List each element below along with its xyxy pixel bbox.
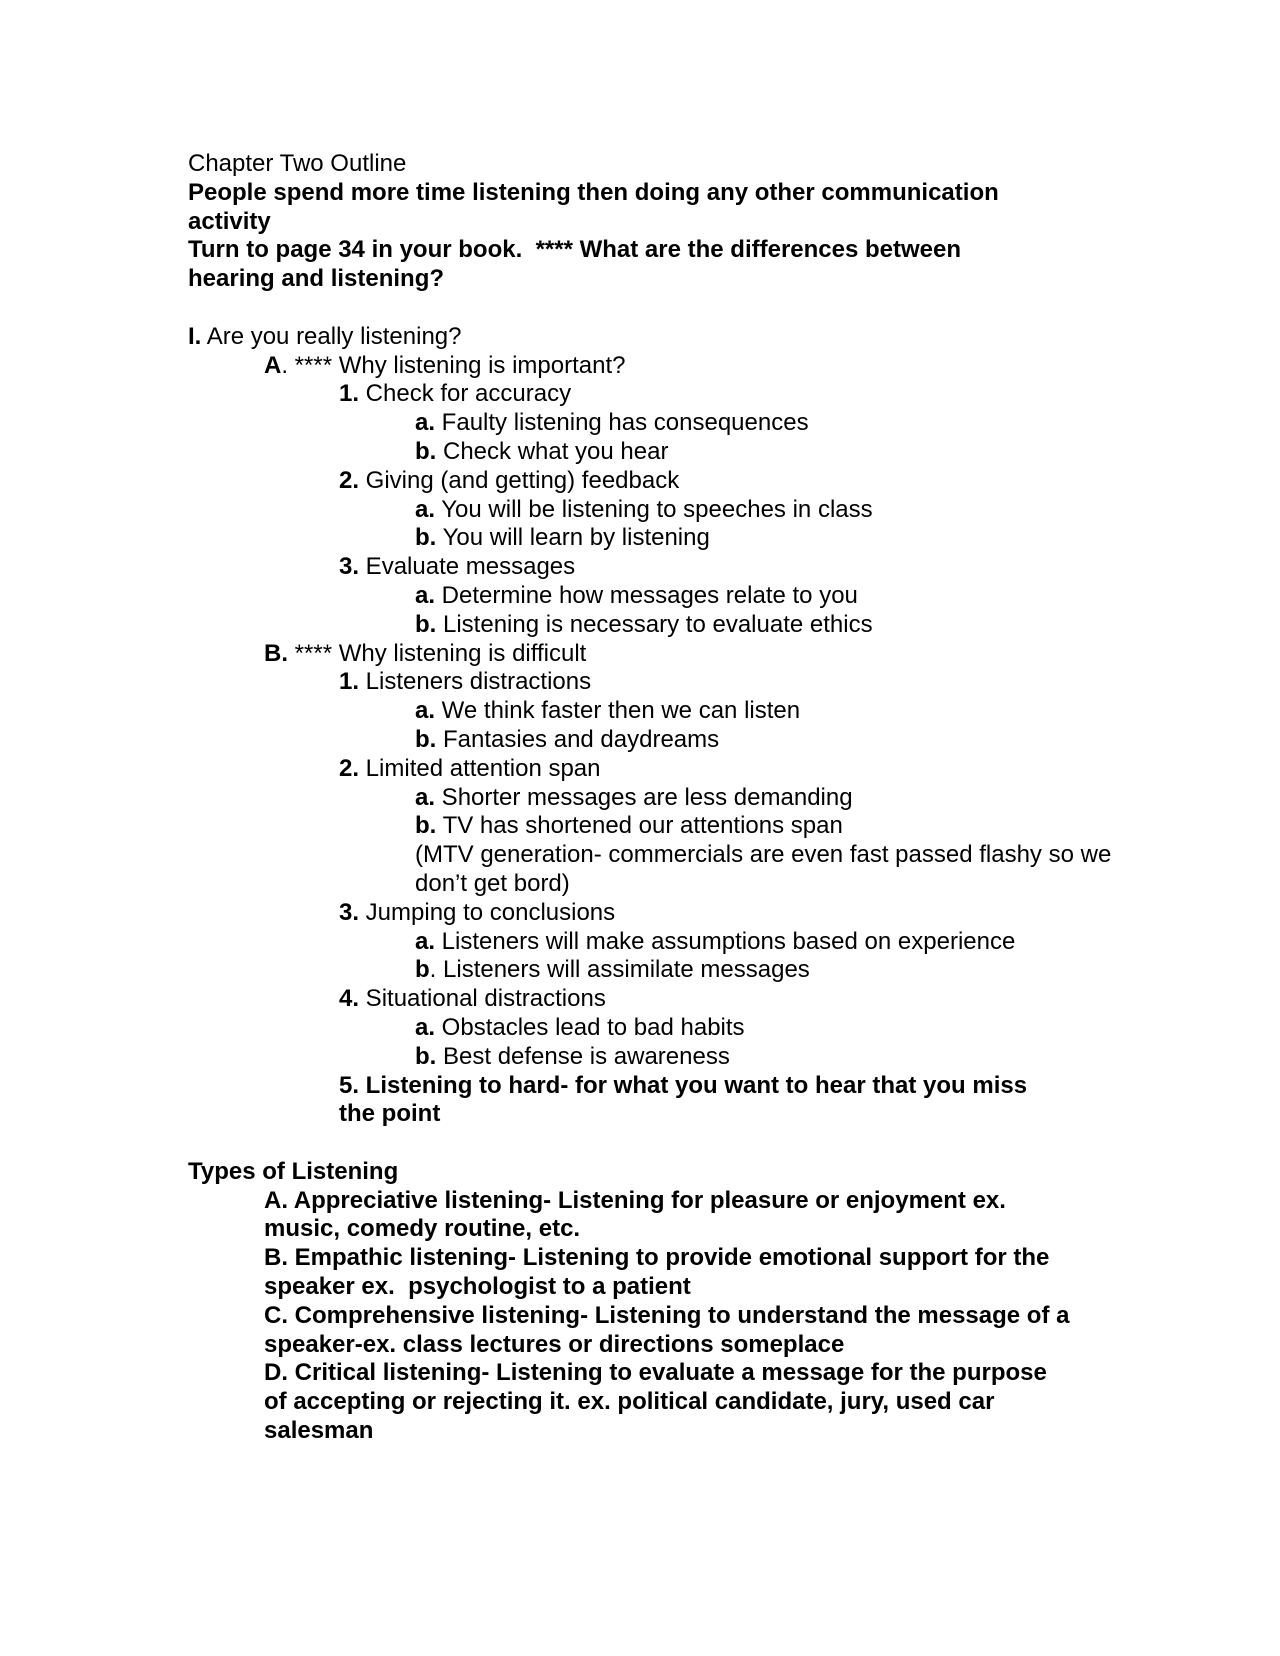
outline-item-B1a [188, 697, 1088, 726]
outline-item-A1a [188, 409, 1088, 438]
outline-item-B1b [188, 726, 1088, 755]
outline-text: Check what you hear [436, 437, 669, 465]
outline-item-B3 [188, 899, 1088, 928]
outline-marker: b. [415, 1042, 437, 1070]
outline-item-B5: 5. Listening to hard- for what you want to hear that you miss the point [339, 1071, 1034, 1128]
intro-question: Turn to page 34 in your book. **** What are the differences between hearing and listening? [188, 236, 968, 293]
spacer [188, 294, 1088, 323]
document-page [188, 150, 1118, 1446]
outline-text: You will learn by listening [436, 524, 710, 552]
listening-type-appreciative: A. Appreciative listening- Listening for pleasure or enjoyment ex. music, comedy routine, etc. [264, 1186, 1013, 1243]
outline-text: . Listeners will assimilate messages [429, 956, 810, 984]
outline-marker: a. [415, 1013, 436, 1041]
outline-item-B2a [188, 784, 1088, 813]
outline-text: Determine how messages relate to you [435, 581, 858, 609]
outline-marker: b [415, 956, 430, 984]
outline-marker: 4. [339, 985, 360, 1013]
spacer [188, 1129, 1088, 1158]
outline-text: Check for accuracy [359, 380, 572, 408]
listening-type-critical: D. Critical listening- Listening to evaluate a message for the purpose of accepting or rejecting it. ex. political candidate, jury, used car salesman [264, 1359, 1054, 1445]
outline-marker: 1. [339, 668, 360, 696]
outline-marker: a. [415, 409, 436, 437]
outline-item-B2 [188, 755, 1088, 784]
outline-item-B3a [188, 928, 1088, 957]
outline-marker: 3. [339, 553, 360, 581]
outline-item-A3a [188, 582, 1088, 611]
outline-marker: b. [415, 524, 437, 552]
outline-text: We think faster then we can listen [435, 697, 801, 725]
outline-marker: b. [415, 812, 437, 840]
outline-item-A3b [188, 611, 1088, 640]
outline-text: Fantasies and daydreams [436, 725, 720, 753]
outline-text: **** Why listening is difficult [288, 639, 587, 667]
outline-item-A3 [188, 553, 1088, 582]
outline-marker: 3. [339, 898, 360, 926]
outline-item-A [188, 352, 1088, 381]
listening-type-empathic: B. Empathic listening- Listening to provide emotional support for the speaker ex. psychologist to a patient [264, 1244, 1057, 1301]
outline-marker: 2. [339, 466, 360, 494]
outline-item-A2b [188, 524, 1088, 553]
outline-section-1 [188, 323, 1088, 352]
outline-text: Giving (and getting) feedback [359, 466, 680, 494]
outline-text: Listeners will make assumptions based on experience [435, 927, 1016, 955]
outline-item-B3b [188, 956, 1088, 985]
document-title: Chapter Two Outline [188, 150, 407, 177]
outline-text: Listening is necessary to evaluate ethics [436, 610, 873, 638]
outline-marker: I. [188, 322, 202, 350]
outline-text: Situational distractions [359, 985, 606, 1013]
outline-item-A2a [188, 496, 1088, 525]
outline-marker: 2. [339, 754, 360, 782]
outline-item-B4 [188, 985, 1088, 1014]
outline-text: Limited attention span [359, 754, 601, 782]
outline-item-B2b [188, 812, 1088, 841]
outline-text: Jumping to conclusions [359, 898, 616, 926]
outline-marker: a. [415, 495, 436, 523]
outline-marker: a. [415, 927, 436, 955]
outline-text: Listeners distractions [359, 668, 592, 696]
outline-text: Evaluate messages [359, 553, 576, 581]
outline-text: You will be listening to speeches in class [435, 495, 873, 523]
outline-marker: a. [415, 783, 436, 811]
outline-marker: a. [415, 697, 436, 725]
outline-marker: B. [264, 639, 288, 667]
listening-type-comprehensive: C. Comprehensive listening- Listening to understand the message of a speaker-ex. class lectures or directions someplace [264, 1301, 1077, 1358]
outline-text: TV has shortened our attentions span [436, 812, 843, 840]
outline-text: Are you really listening? [201, 322, 462, 350]
outline-item-B [188, 640, 1088, 669]
outline-item-B1 [188, 668, 1088, 697]
outline-note: (MTV generation- commercials are even fast passed flashy so we don’t get bord) [415, 841, 1118, 897]
outline-marker: A [264, 351, 282, 379]
outline-marker: 1. [339, 380, 360, 408]
outline-text: Faulty listening has consequences [435, 409, 809, 437]
outline-text: . **** Why listening is important? [281, 351, 626, 379]
outline-marker: b. [415, 725, 437, 753]
outline-marker: b. [415, 437, 437, 465]
outline-item-A1 [188, 380, 1088, 409]
outline-marker: a. [415, 581, 436, 609]
outline-text: Obstacles lead to bad habits [435, 1013, 745, 1041]
outline-item-A2 [188, 467, 1088, 496]
outline-text: Best defense is awareness [436, 1042, 730, 1070]
intro-statement: People spend more time listening then doing any other communication activity [188, 178, 1006, 235]
outline-item-A1b [188, 438, 1088, 467]
outline-text: Shorter messages are less demanding [435, 783, 853, 811]
outline-item-B4a [188, 1014, 1088, 1043]
outline-item-B4b [188, 1043, 1088, 1072]
types-heading: Types of Listening [188, 1157, 399, 1185]
outline-marker: b. [415, 610, 437, 638]
